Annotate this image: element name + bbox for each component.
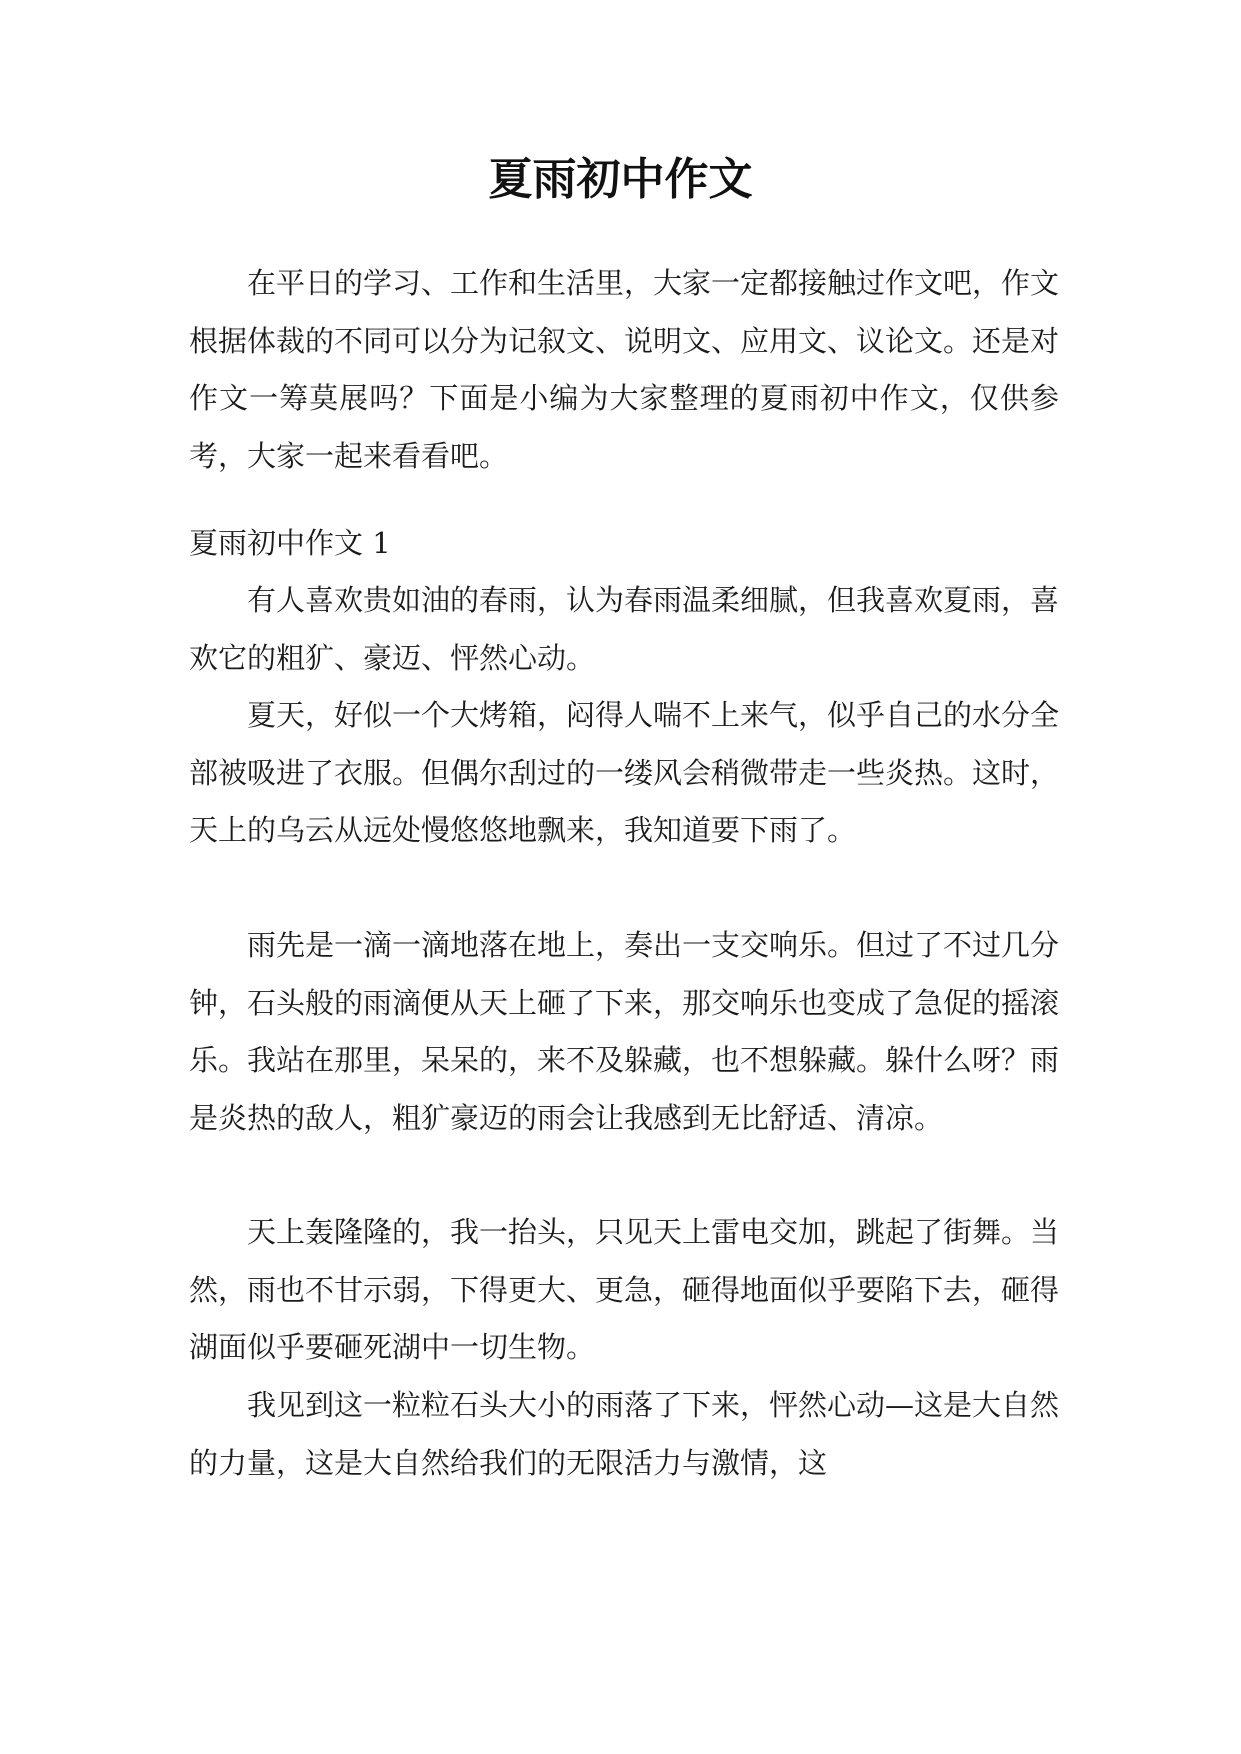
- body-paragraph: 夏天，好似一个大烤箱，闷得人喘不上来气，似乎自己的水分全部被吸进了衣服。但偶尔刮过的一缕风会稍微带走一些炎热。这时，天上的乌云从远处慢悠悠地飘来，我知道要下雨了。: [189, 698, 1060, 847]
- body-paragraph: 我见到这一粒粒石头大小的雨落了下来，怦然心动—这是大自然的力量，这是大自然给我们的无限活力与激情，这: [189, 1388, 1060, 1480]
- body-paragraph: 雨先是一滴一滴地落在地上，奏出一支交响乐。但过了不过几分钟，石头般的雨滴便从天上砸了下来，那交响乐也变成了急促的摇滚乐。我站在那里，呆呆的，来不及躲藏，也不想躲藏。躲什么呀？雨是炎热的敌人，粗犷豪迈的雨会让我感到无比舒适、清凉。: [189, 928, 1060, 1135]
- intro-paragraph: 在平日的学习、工作和生活里，大家一定都接触过作文吧，作文根据体裁的不同可以分为记叙文、说明文、应用文、议论文。还是对作文一筹莫展吗？下面是小编为大家整理的夏雨初中作文，仅供参考，大家一起来看看吧。: [189, 266, 1060, 473]
- document-title: 夏雨初中作文: [488, 154, 753, 205]
- section-heading: 夏雨初中作文 1: [189, 526, 391, 560]
- body-paragraph: 天上轰隆隆的，我一抬头，只见天上雷电交加，跳起了街舞。当然，雨也不甘示弱，下得更大、更急，砸得地面似乎要陷下去，砸得湖面似乎要砸死湖中一切生物。: [189, 1215, 1060, 1364]
- body-paragraph: 有人喜欢贵如油的春雨，认为春雨温柔细腻，但我喜欢夏雨，喜欢它的粗犷、豪迈、怦然心动。: [189, 583, 1060, 675]
